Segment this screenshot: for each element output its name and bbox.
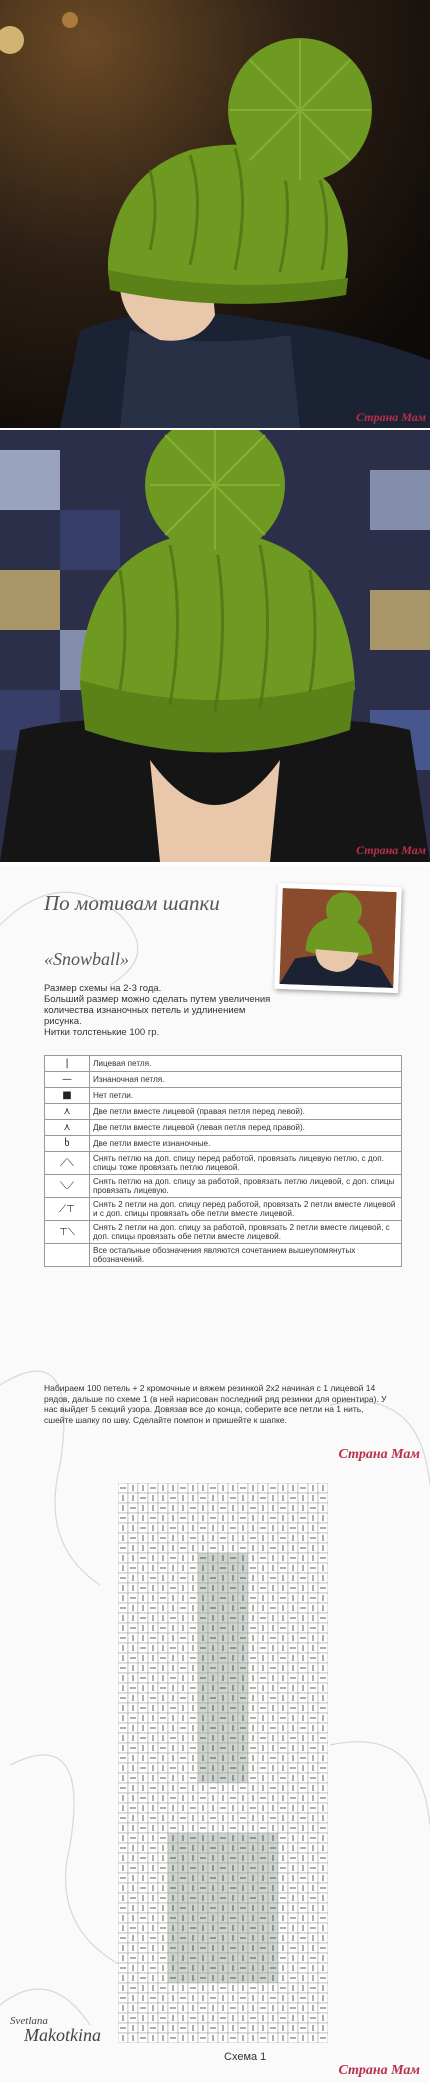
pattern-sheet (0, 865, 430, 2083)
watermark: Страна Мам (356, 843, 426, 857)
legend-description: Снять 2 петли на доп. спицу перед работой, провязать 2 петли вместе лицевой и с доп. спицы провязать обе петли вместе лицевой. (90, 1198, 402, 1221)
legend-description: Снять петлю на доп. спицу перед работой, провязать лицевую петлю, с доп. спицы тоже провязать петлю лицевой. (90, 1152, 402, 1175)
legend-symbol: | (45, 1056, 90, 1072)
knitting-chart (118, 1483, 328, 2043)
chart-caption: Схема 1 (224, 2051, 267, 2063)
legend-row (45, 1104, 402, 1120)
legend-symbol: ⋏ (45, 1120, 90, 1136)
pattern-description (44, 983, 284, 1038)
legend-description: Изнаночная петля. (90, 1072, 402, 1088)
watermark: Страна Мам (338, 1447, 420, 1462)
desc-size: Размер схемы на 2-3 года. (44, 983, 162, 994)
legend-description: Две петли вместе изнаночные. (90, 1136, 402, 1152)
legend-row (45, 1056, 402, 1072)
legend-symbol: ხ (45, 1136, 90, 1152)
legend-row (45, 1244, 402, 1267)
legend-description: Снять 2 петли на доп. спицу за работой, провязать 2 петли вместе лицевой, с доп. спицы провязать обе петли вместе лицевой. (90, 1221, 402, 1244)
signature-first-name: Svetlana (10, 2015, 48, 2027)
stitch-legend-table (44, 1055, 402, 1267)
legend-description: Все остальные обозначения являются сочетанием вышеупомянутых обозначений. (90, 1244, 402, 1267)
legend-row (45, 1198, 402, 1221)
watermark: Страна Мам (356, 410, 426, 424)
legend-row (45, 1175, 402, 1198)
legend-symbol: ⟋⊤ (45, 1198, 90, 1221)
desc-yarn: Нитки толстенькие 100 гр. (44, 1027, 160, 1038)
pattern-subtitle: «Snowball» (44, 949, 130, 969)
legend-symbol: ■ (45, 1088, 90, 1104)
legend-description: Две петли вместе лицевой (левая петля перед правой). (90, 1120, 402, 1136)
legend-symbol (45, 1244, 90, 1267)
legend-description: Снять петлю на доп. спицу за работой, провязать петлю лицевой, с доп. спицы провязать лицевую. (90, 1175, 402, 1198)
legend-row (45, 1152, 402, 1175)
knitting-instructions: Набираем 100 петель + 2 кромочные и вяжем резинкой 2х2 начиная с 1 лицевой 14 рядов, дальше по схеме 1 (в ней нарисован последний ряд резинки для ориентира). У нас выйдет 5 секций узора. Довязав все до конца, соберите все петли на 1 нить, сшейте шапку по шву. Сделайте помпон и пришейте к шапке. (44, 1383, 387, 1425)
legend-symbol: — (45, 1072, 90, 1088)
photo-child-hat-side (0, 0, 430, 428)
legend-description: Лицевая петля. (90, 1056, 402, 1072)
legend-symbol: ⟍⟋ (45, 1175, 90, 1198)
designer-signature (10, 2015, 101, 2046)
legend-description: Нет петли. (90, 1088, 402, 1104)
desc-enlarge: Больший размер можно сделать путем увеличения количества изнаночных петель и удлинением рисунка. (44, 994, 271, 1027)
legend-symbol: ⊤⟍ (45, 1221, 90, 1244)
legend-description: Две петли вместе лицевой (правая петля перед левой). (90, 1104, 402, 1120)
legend-row (45, 1136, 402, 1152)
photo-child-hat-front (0, 430, 430, 862)
signature-last-name: Makotkina (24, 2025, 101, 2045)
legend-symbol: ⋏ (45, 1104, 90, 1120)
watermark: Страна Мам (338, 2063, 420, 2078)
legend-row (45, 1221, 402, 1244)
legend-row (45, 1072, 402, 1088)
legend-symbol: ⟋⟍ (45, 1152, 90, 1175)
pattern-title: По мотивам шапки (44, 891, 220, 915)
legend-row (45, 1088, 402, 1104)
legend-row (45, 1120, 402, 1136)
thumbnail-photo (274, 883, 402, 993)
